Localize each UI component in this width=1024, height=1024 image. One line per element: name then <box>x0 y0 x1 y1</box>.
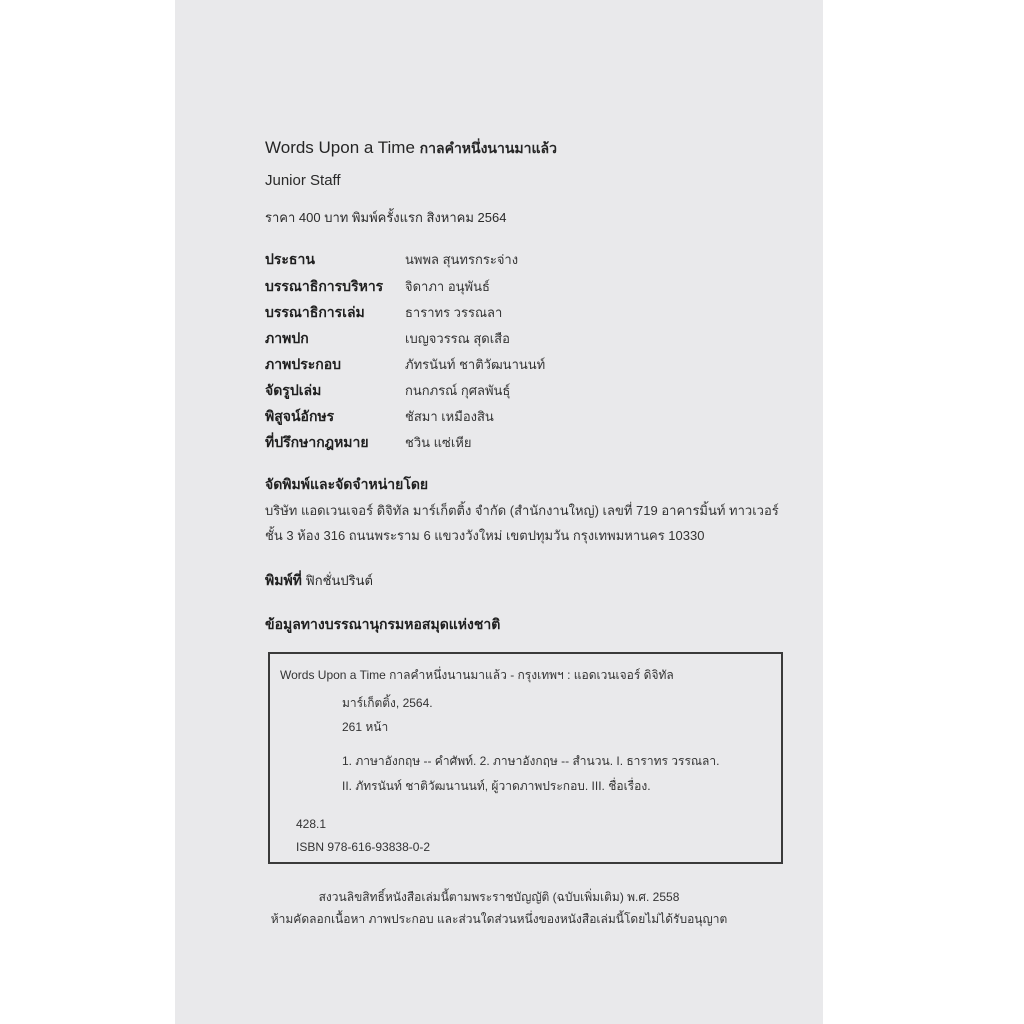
distribution-address-line: ชั้น 3 ห้อง 316 ถนนพระราม 6 แขวงวังใหม่ เขตปทุมวัน กรุงเทพมหานคร 10330 <box>265 528 705 543</box>
staff-role: พิสูจน์อักษร <box>265 408 335 424</box>
cip-isbn: ISBN 978-616-93838-0-2 <box>296 840 431 854</box>
printer-label: พิมพ์ที่ <box>265 572 302 588</box>
staff-name: จิดาภา อนุพันธ์ <box>405 279 490 294</box>
cip-box <box>268 652 783 864</box>
cip-heading: ข้อมูลทางบรรณานุกรมหอสมุดแห่งชาติ <box>265 616 501 632</box>
copyright-notice-line: ห้ามคัดลอกเนื้อหา ภาพประกอบ และส่วนใดส่วนหนึ่งของหนังสือเล่มนี้โดยไม่ได้รับอนุญาต <box>270 912 728 926</box>
cip-entry-line: มาร์เก็ตติ้ง, 2564. <box>342 696 433 710</box>
staff-role: จัดรูปเล่ม <box>265 382 322 398</box>
price-and-edition: ราคา 400 บาท พิมพ์ครั้งแรก สิงหาคม 2564 <box>265 210 507 225</box>
distribution-heading: จัดพิมพ์และจัดจำหน่ายโดย <box>265 476 429 492</box>
staff-role: ประธาน <box>265 251 315 267</box>
cip-subjects-line: II. ภัทรนันท์ ชาติวัฒนานนท์, ผู้วาดภาพประกอบ. III. ชื่อเรื่อง. <box>342 779 651 793</box>
staff-name: ภัทรนันท์ ชาติวัฒนานนท์ <box>405 357 546 372</box>
book-title-th: กาลคำหนึ่งนานมาแล้ว <box>419 140 557 156</box>
staff-role: ที่ปรึกษากฎหมาย <box>265 434 369 450</box>
book-title <box>265 138 557 160</box>
staff-role: บรรณาธิการบริหาร <box>265 278 384 294</box>
staff-name: ชวิน แซ่เหีย <box>405 435 472 450</box>
cip-subjects-line: 1. ภาษาอังกฤษ -- คำศัพท์. 2. ภาษาอังกฤษ -- สำนวน. I. ธาราทร วรรณลา. <box>342 754 720 768</box>
cip-entry-line: Words Upon a Time กาลคำหนึ่งนานมาแล้ว - กรุงเทพฯ : แอดเวนเจอร์ ดิจิทัล <box>280 668 674 682</box>
distribution-address-line: บริษัท แอดเวนเจอร์ ดิจิทัล มาร์เก็ตติ้ง จำกัด (สำนักงานใหญ่) เลขที่ 719 อาคารมิ้นท์ ทาวเวอร์ <box>265 503 779 518</box>
printer-line <box>265 570 373 592</box>
copyright-page <box>175 0 823 1024</box>
staff-name: ธาราทร วรรณลา <box>405 305 503 320</box>
staff-name: นพพล สุนทรกระจ่าง <box>405 252 519 267</box>
staff-role: ภาพปก <box>265 330 309 346</box>
staff-role: ภาพประกอบ <box>265 356 342 372</box>
staff-role: บรรณาธิการเล่ม <box>265 304 365 320</box>
cip-pages: 261 หน้า <box>342 720 389 734</box>
staff-name: ชัสมา เหมืองสิน <box>405 409 494 424</box>
printer-name: ฟิกชั่นปรินต์ <box>305 573 373 588</box>
staff-name: เบญจวรรณ สุดเสือ <box>405 331 510 346</box>
cip-classification: 428.1 <box>296 817 327 831</box>
staff-name: กนกภรณ์ กุศลพันธุ์ <box>405 383 511 398</box>
copyright-notice-line: สงวนลิขสิทธิ์หนังสือเล่มนี้ตามพระราชบัญญัติ (ฉบับเพิ่มเติม) พ.ศ. 2558 <box>318 890 680 904</box>
publisher-imprint: Junior Staff <box>265 172 341 189</box>
book-title-en: Words Upon a Time <box>265 138 415 157</box>
